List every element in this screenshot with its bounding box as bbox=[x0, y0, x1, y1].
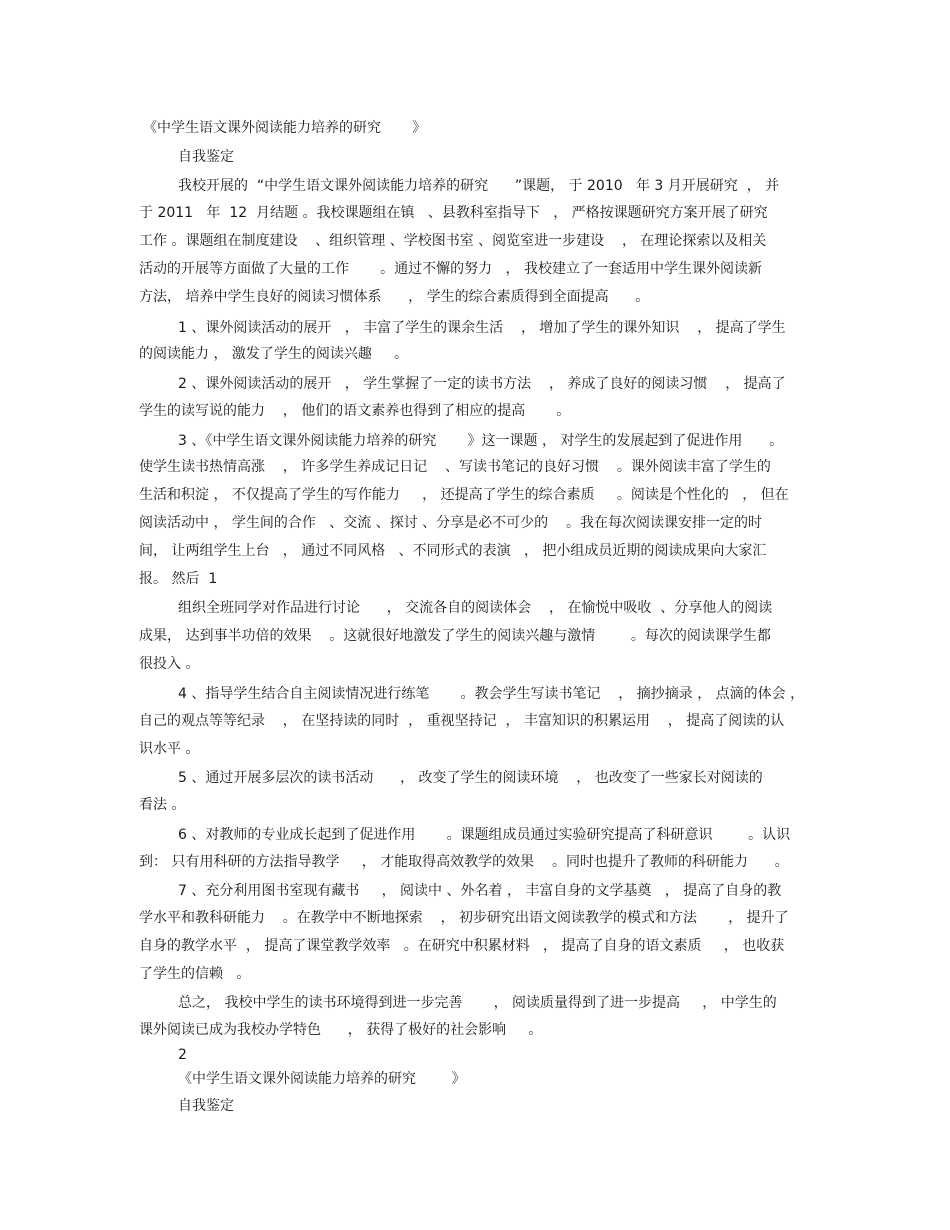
intro-line: 于 2011 年 12 月结题 。我校课题组在镇 、县教科室指导下 ， 严格按课题研究方案开展了研究 bbox=[139, 205, 768, 221]
item-4-line: 4 、指导学生结合自主阅读情况进行练笔 。教会学生写读书笔记 ， 摘抄摘录 ， 点滴的体会 ， bbox=[178, 686, 805, 702]
intro-line: 我校开展的 “中学生语文课外阅读能力培养的研究 ”课题， 于 2010 年 3 月开展研究 ， 并 bbox=[178, 178, 780, 194]
summary-line: 课外阅读已成为我校办学特色 ， 获得了极好的社会影响 。 bbox=[139, 1022, 543, 1038]
intro-line: 活动的开展等方面做了大量的工作 。通过不懈的努力 ， 我校建立了一套适用中学生课外阅读新 bbox=[139, 261, 762, 277]
item-3-line: 阅读活动中 ， 学生间的合作 、交流 、探讨 、分享是必不可少的 。我在每次阅读课安排一定的时 bbox=[139, 515, 762, 531]
item-3-line: 生活和积淀 ， 不仅提高了学生的写作能力 ， 还提高了学生的综合素质 。阅读是个性化的 ， 但在 bbox=[139, 487, 789, 503]
item-5-line: 5 、通过开展多层次的读书活动 ， 改变了学生的阅读环境 ， 也改变了一些家长对阅读的 bbox=[178, 770, 763, 786]
item-7-line: 学水平和教科研能力 。在教学中不断地探索 ， 初步研究出语文阅读教学的模式和方法 ， 提升了 bbox=[139, 910, 789, 926]
item-5-line: 看法 。 bbox=[139, 797, 186, 813]
item-3-cont-line: 成果， 达到事半功倍的效果 。这就很好地激发了学生的阅读兴趣与激情 。每次的阅读课学生都 bbox=[139, 628, 771, 644]
document-title-repeat: 《中学生语文课外阅读能力培养的研究 》 bbox=[178, 1071, 466, 1087]
item-2-line: 2 、课外阅读活动的展开 ， 学生掌握了一定的读书方法 ， 养成了良好的阅读习惯 ， 提高了 bbox=[178, 376, 786, 392]
item-2-line: 学生的读写说的能力 ， 他们的语文素养也得到了相应的提高 。 bbox=[139, 403, 571, 419]
document-subtitle-repeat: 自我鉴定 bbox=[178, 1098, 234, 1114]
item-6-line: 到： 只有用科研的方法指导教学 ， 才能取得高效教学的效果 。同时也提升了教师的科研能力 。 bbox=[139, 854, 789, 870]
item-7-line: 7 、充分利用图书室现有藏书 ， 阅读中 、外名着 ， 丰富自身的文学基奠 ， 提高了自身的教 bbox=[178, 883, 782, 899]
item-6-line: 6 、对教师的专业成长起到了促进作用 。课题组成员通过实验研究提高了科研意识 。认识 bbox=[178, 827, 791, 843]
item-3-line: 间， 让两组学生上台 ， 通过不同风格 、不同形式的表演 ， 把小组成员近期的阅读成果向大家汇 bbox=[139, 543, 767, 559]
item-1-line: 1 、课外阅读活动的展开 ， 丰富了学生的课余生活 ， 增加了学生的课外知识 ， 提高了学生 bbox=[178, 320, 786, 336]
item-7-line: 了学生的信赖 。 bbox=[139, 966, 251, 982]
document-subtitle: 自我鉴定 bbox=[178, 149, 234, 165]
intro-line: 方法， 培养中学生良好的阅读习惯体系 ， 学生的综合素质得到全面提高 。 bbox=[139, 289, 650, 305]
page-number: 2 bbox=[178, 1047, 187, 1063]
item-3-line: 3 、《中学生语文课外阅读能力培养的研究 》这一课题 ， 对学生的发展起到了促进作用 。 bbox=[178, 433, 784, 449]
intro-line: 工作 。课题组在制度建设 、组织管理 、学校图书室 、阅览室进一步建设 ， 在理论探索以及相关 bbox=[139, 233, 767, 249]
item-7-line: 自身的教学水平 ， 提高了课堂教学效率 。在研究中积累材料 ， 提高了自身的语文素质 ， 也收获 bbox=[139, 938, 785, 954]
item-3-line: 报。 然后 1 bbox=[139, 571, 218, 587]
item-3-cont-line: 很投入 。 bbox=[139, 656, 200, 672]
item-4-line: 识水平 。 bbox=[139, 741, 200, 757]
item-3-cont-line: 组织全班同学对作品进行讨论 ， 交流各自的阅读体会 ， 在愉悦中吸收 、分享他人的阅读 bbox=[178, 600, 773, 616]
item-4-line: 自己的观点等等纪录 ， 在坚持读的同时 ， 重视坚持记 ， 丰富知识的积累运用 ， 提高了阅读的认 bbox=[139, 713, 785, 729]
document-title: 《中学生语文课外阅读能力培养的研究 》 bbox=[143, 120, 427, 136]
item-1-line: 的阅读能力 ， 激发了学生的阅读兴趣 。 bbox=[139, 346, 409, 362]
summary-line: 总之， 我校中学生的读书环境得到进一步完善 ， 阅读质量得到了进一步提高 ， 中学生的 bbox=[178, 995, 777, 1011]
item-3-line: 使学生读书热情高涨 ， 许多学生养成记日记 、写读书笔记的良好习惯 。课外阅读丰富了学生的 bbox=[139, 459, 771, 475]
